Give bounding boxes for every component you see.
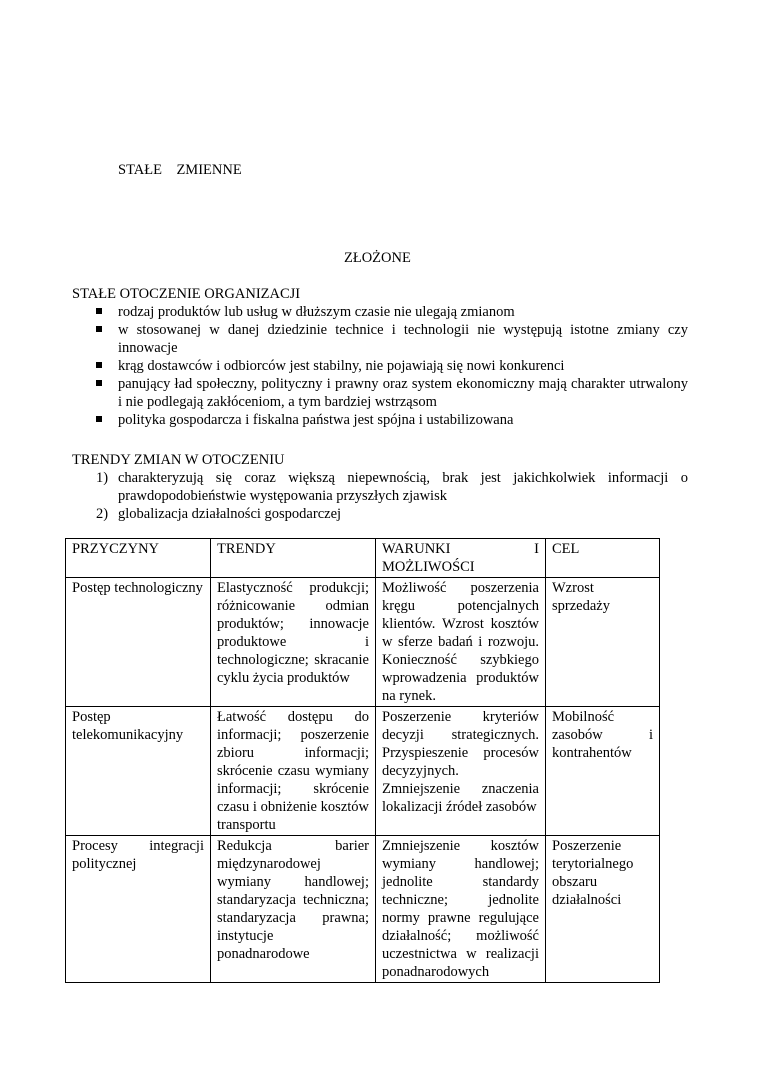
list-item (72, 303, 688, 321)
table-row (66, 836, 660, 983)
bullet-icon (96, 416, 102, 422)
table-header-cell: TRENDY (211, 539, 376, 578)
table-cell: Postęp telekomunikacyjny (66, 707, 211, 836)
bullet-icon (96, 308, 102, 314)
table-cell: Łatwość dostępu do informacji; poszerzenie zbioru informacji; skrócenie czasu wymiany informacji; skrócenie czasu i obniżenie kosztów transportu (211, 707, 376, 836)
list-item-text: rodzaj produktów lub usług w dłuższym czasie nie ulegają zmianom (118, 304, 515, 320)
table-header-cell: WARUNKI I MOŻLIWOŚCI (376, 539, 546, 578)
table-row (66, 578, 660, 707)
table-cell: Postęp technologiczny (66, 578, 211, 707)
section-heading: STAŁE OTOCZENIE ORGANIZACJI (72, 286, 301, 302)
table-header-cell: CEL (546, 539, 660, 578)
list-number: 2) (96, 506, 109, 522)
bullet-list (72, 303, 688, 429)
table-header-row (66, 539, 660, 578)
diagram-label-zlozone: ZŁOŻONE (344, 250, 411, 266)
list-item-text: w stosowanej w danej dziedzinie technice i technologii nie występują istotne zmiany czy innowacje (118, 322, 688, 356)
table-cell: Procesy integracji politycznej (66, 836, 211, 983)
bullet-icon (96, 326, 102, 332)
list-item (72, 411, 688, 429)
list-item-text: charakteryzują się coraz większą niepewnością, brak jest jakichkolwiek informacji o prawdopodobieństwie występowania przyszłych zjawisk (118, 470, 688, 504)
table-cell: Redukcja barier międzynarodowej wymiany handlowej; standaryzacja techniczna; standaryzacja prawna; instytucje ponadnarodowe (211, 836, 376, 983)
list-item (72, 375, 688, 411)
table-row (66, 707, 660, 836)
bullet-icon (96, 380, 102, 386)
table-cell: Możliwość poszerzenia kręgu potencjalnych klientów. Wzrost kosztów w sferze badań i rozwoju. Konieczność szybkiego wprowadzenia produktów na rynek. (376, 578, 546, 707)
table-cell: Wzrost sprzedaży (546, 578, 660, 707)
table-cell: Zmniejszenie kosztów wymiany handlowej; jednolite standardy techniczne; jednolite normy prawne regulujące działalność; możliwość uczestnictwa w realizacji ponadnarodowych (376, 836, 546, 983)
list-item-text: panujący ład społeczny, polityczny i prawny oraz system ekonomiczny mają charakter utrwalony i nie podlegają zakłóceniom, a tym bardziej wstrząsom (118, 376, 688, 410)
section-trendy-zmian (72, 451, 688, 523)
table-cell: Poszerzenie kryteriów decyzji strategicznych. Przyspieszenie procesów decyzyjnych. Zmniejszenie znaczenia lokalizacji źródeł zasobów (376, 707, 546, 836)
list-item-text: krąg dostawców i odbiorców jest stabilny, nie pojawiają się nowi konkurenci (118, 358, 565, 374)
list-item (72, 321, 688, 357)
section-heading: TRENDY ZMIAN W OTOCZENIU (72, 452, 285, 468)
table-cell: Mobilność zasobów i kontrahentów (546, 707, 660, 836)
list-item-text: polityka gospodarcza i fiskalna państwa jest spójna i ustabilizowana (118, 412, 514, 428)
diagram-label-stale-zmienne: STAŁE ZMIENNE (118, 162, 242, 178)
bullet-icon (96, 362, 102, 368)
table-header-cell: PRZYCZYNY (66, 539, 211, 578)
list-item (72, 505, 688, 523)
table-cell: Poszerzenie terytorialnego obszaru działalności (546, 836, 660, 983)
table-cell: Elastyczność produkcji; różnicowanie odmian produktów; innowacje produktowe i technologiczne; skracanie cyklu życia produktów (211, 578, 376, 707)
list-item (72, 469, 688, 505)
numbered-list (72, 469, 688, 523)
trends-table (65, 538, 660, 983)
list-number: 1) (96, 470, 109, 486)
list-item (72, 357, 688, 375)
list-item-text: globalizacja działalności gospodarczej (118, 506, 342, 522)
section-stale-otoczenie (72, 285, 688, 429)
